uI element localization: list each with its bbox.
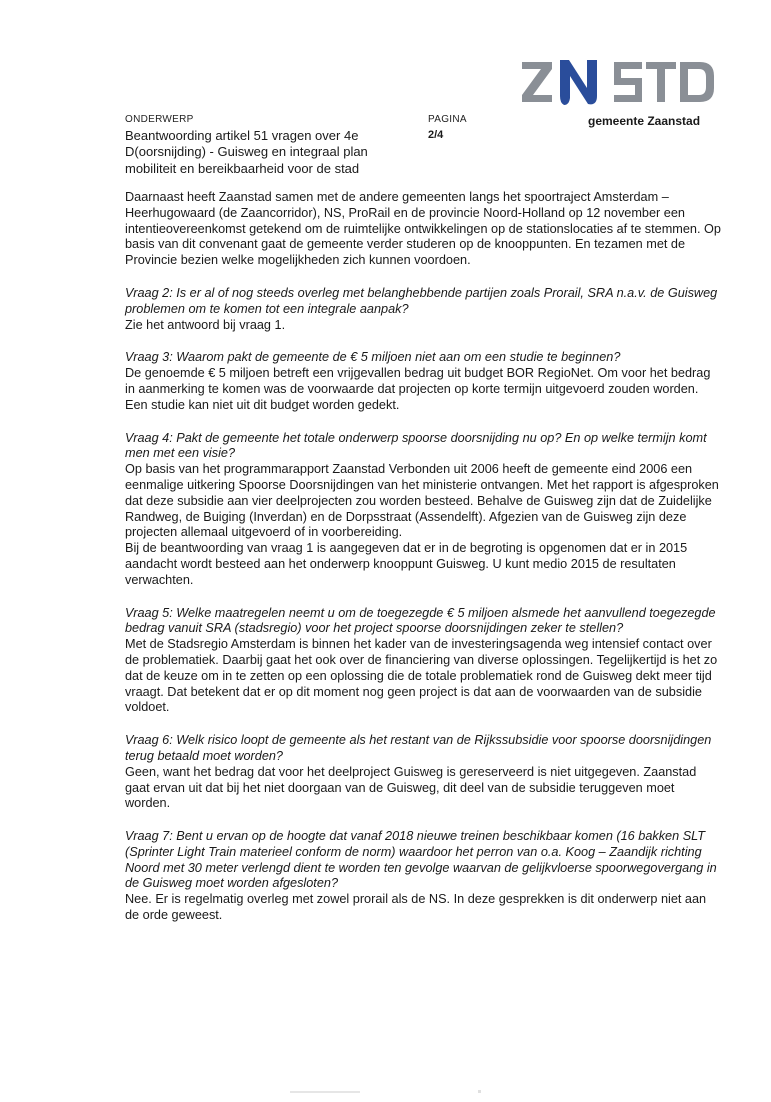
question-5: Vraag 5: Welke maatregelen neemt u om de toegezegde € 5 miljoen alsmede het aanvullend toegezegde bedrag vanuit SRA (stadsregio) voor het project spoorse doorsnijdingen zeker te stellen? <box>125 605 716 636</box>
question-2: Vraag 2: Is er al of nog steeds overleg met belanghebbende partijen zoals Prorail, SRA n.a.v. de Guisweg problemen om te komen tot een integrale aanpak? <box>125 285 718 316</box>
question-7: Vraag 7: Bent u ervan op de hoogte dat vanaf 2018 nieuwe treinen beschikbaar komen (16 bakken SLT (Sprinter Light Train materieel conform de norm) waardoor het perron van o.a. Koog – Zaandijk richting Noord met 30 meter verlengd dient te worden ten gevolge waarvan de gelijkvloerse spoorwegovergang in de Guisweg moet worden afgesloten? <box>125 829 717 891</box>
answer-4-continued: Bij de beantwoording van vraag 1 is aangegeven dat er in de begroting is opgenomen dat er in 2015 aandacht wordt besteed aan het onderwerp knooppunt Guisweg. U kunt medio 2015 de resultaten verwachten. <box>125 541 688 587</box>
page-number: 2/4 <box>428 129 444 141</box>
intro-paragraph: Daarnaast heeft Zaanstad samen met de andere gemeenten langs het spoortraject Amsterdam – Heerhugowaard (de Zaancorridor), NS, ProRail en de provincie Noord-Holland op 12 november een intentieovereenkomst getekend om de ruimtelijke ontwikkelingen op de stationslocaties af te stemmen. Op basis van dit convenant gaat de gemeente verder studeren op de knooppunten. En tezamen met de Provincie bezien welke mogelijkheden zich kunnen voordoen. <box>125 190 721 268</box>
subject-text: Beantwoording artikel 51 vragen over 4e D(oorsnijding) - Guisweg en integraal plan mobiliteit en bereikbaarheid voor de stad <box>125 128 368 176</box>
answer-6: Geen, want het bedrag dat voor het deelproject Guisweg is gereserveerd is niet uitgegeven. Zaanstad gaat ervan uit dat bij het niet doorgaan van de Guisweg, dit deel van de subsidie teruggeven moet worden. <box>125 764 697 811</box>
qa-block-4 <box>125 431 721 589</box>
logo-text: ZNSTD <box>520 58 524 59</box>
scan-dot <box>478 1090 481 1093</box>
zaanstad-logo <box>520 58 716 106</box>
answer-5: Met de Stadsregio Amsterdam is binnen het kader van de investeringsagenda weg intensief contact over de problematiek. Daarbij gaat het ook over de financiering van diverse oplossingen. Tegelijkertijd is het zo dat de keuze om in te zetten op een oplossing die de totale problematiek rond de Guisweg dekt meer tijd vraagt. Dat betekent dat er op dit moment nog geen project is dat aan de voorwaarden van de subsidie voldoet. <box>125 637 718 715</box>
qa-block-3 <box>125 350 721 413</box>
page-label: PAGINA <box>428 114 467 125</box>
subject-label: ONDERWERP <box>125 114 194 125</box>
qa-block-7 <box>125 829 721 924</box>
question-4: Vraag 4: Pakt de gemeente het totale onderwerp spoorse doorsnijding nu op? En op welke termijn komt men met een visie? <box>125 430 707 461</box>
question-3: Vraag 3: Waarom pakt de gemeente de € 5 miljoen niet aan om een studie te beginnen? <box>125 350 621 365</box>
organization-name: gemeente Zaanstad <box>588 114 701 128</box>
document-body <box>125 190 721 941</box>
answer-2: Zie het antwoord bij vraag 1. <box>125 317 286 332</box>
scan-mark <box>290 1091 360 1093</box>
qa-block-6 <box>125 733 721 812</box>
answer-3: De genoemde € 5 miljoen betreft een vrijgevallen bedrag uit budget BOR RegioNet. Om voor het bedrag in aanmerking te komen was de voorwaarde dat projecten op korte termijn uitgevoerd zouden worden. Een studie kan niet uit dit budget worden gedekt. <box>125 366 711 412</box>
answer-4: Op basis van het programmarapport Zaanstad Verbonden uit 2006 heeft de gemeente eind 2006 een eenmalige uitkering Spoorse Doorsnijdingen van het ministerie ontvangen. Met het rapport is afgesproken dat deze subsidie aan vier deelprojecten zou worden besteed. Behalve de Guisweg zijn dat de Zuidelijke Randweg, de Buiging (Inverdan) en de Dorpsstraat (Assendelft). Afgezien van de Guisweg zijn deze projecten allemaal uitgevoerd of in voorbereiding. <box>125 462 719 540</box>
question-6: Vraag 6: Welk risico loopt de gemeente als het restant van de Rijkssubsidie voor spoorse doorsnijdingen terug betaald moet worden? <box>125 733 712 763</box>
qa-block-5 <box>125 606 721 717</box>
answer-7: Nee. Er is regelmatig overleg met zowel prorail als de NS. In deze gesprekken is dit onderwerp niet aan de orde geweest. <box>125 892 707 923</box>
qa-block-2 <box>125 286 721 333</box>
